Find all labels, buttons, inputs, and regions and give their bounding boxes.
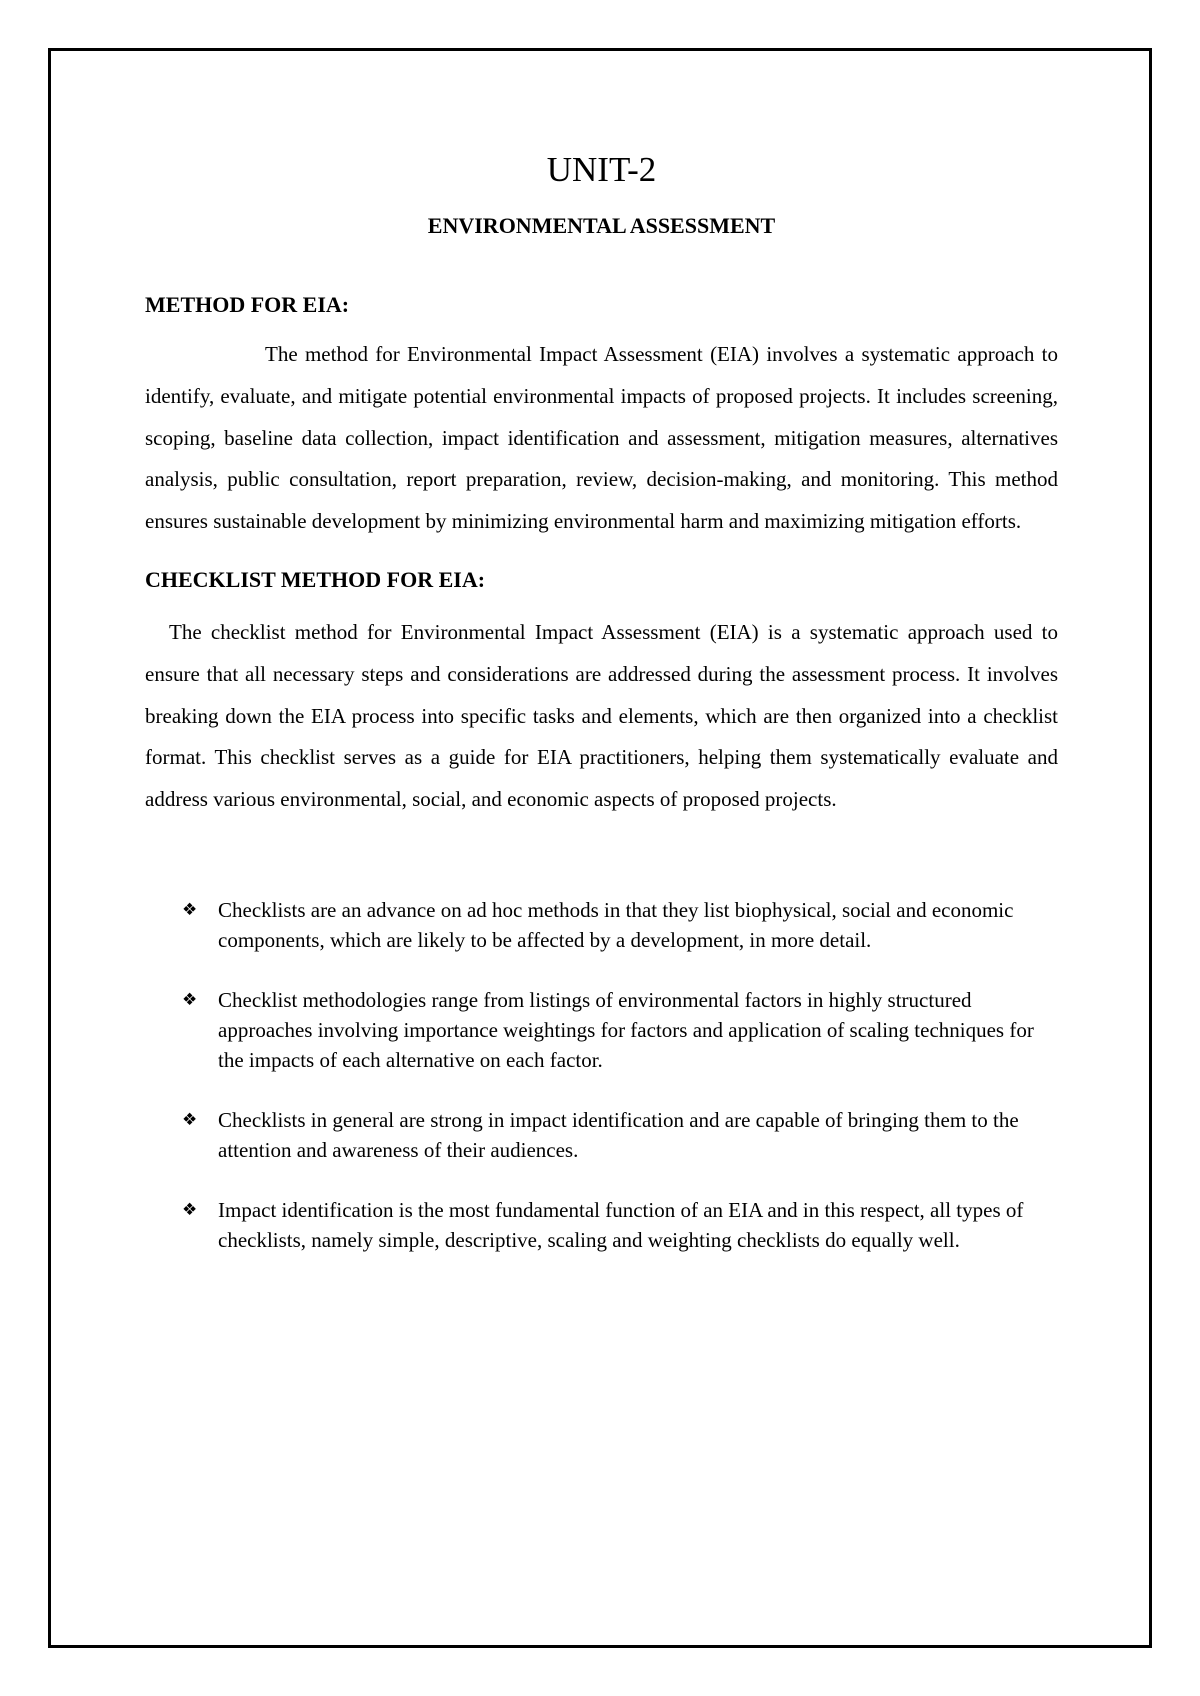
list-item	[145, 985, 1058, 1075]
list-item-text: Checklists are an advance on ad hoc methods in that they list biophysical, social and economic components, which are likely to be affected by a development, in more detail.	[218, 897, 1014, 952]
four-diamond-bullet-icon: ❖	[182, 989, 198, 1010]
list-item	[145, 895, 1058, 955]
four-diamond-bullet-icon: ❖	[182, 1109, 198, 1130]
list-item	[145, 1195, 1058, 1255]
unit-title: UNIT-2	[546, 150, 657, 189]
document-content	[145, 150, 1058, 1285]
section-body-method: The method for Environmental Impact Assessment (EIA) involves a systematic approach to identify, evaluate, and mitigate potential environmental impacts of proposed projects. It includes screening, scoping, baseline data collection, impact identification and assessment, mitigation measures, alternatives analysis, public consultation, report preparation, review, decision-making, and monitoring. This method ensures sustainable development by minimizing environmental harm and maximizing mitigation efforts.	[145, 342, 1058, 534]
list-item-text: Impact identification is the most fundamental function of an EIA and in this respect, all types of checklists, namely simple, descriptive, scaling and weighting checklists do equally well.	[218, 1197, 1024, 1252]
section-heading-checklist: CHECKLIST METHOD FOR EIA:	[145, 566, 486, 592]
section-heading-method: METHOD FOR EIA:	[145, 292, 350, 317]
list-item-text: Checklists in general are strong in impact identification and are capable of bringing them to the attention and awareness of their audiences.	[218, 1107, 1019, 1162]
list-item	[145, 1105, 1058, 1165]
checklist-bullet-list	[145, 895, 1058, 1255]
section-body-checklist: The checklist method for Environmental Impact Assessment (EIA) is a systematic approach used to ensure that all necessary steps and considerations are addressed during the assessment process. It involves breaking down the EIA process into specific tasks and elements, which are then organized into a checklist format. This checklist serves as a guide for EIA practitioners, helping them systematically evaluate and address various environmental, social, and economic aspects of proposed projects.	[145, 619, 1058, 812]
list-item-text: Checklist methodologies range from listings of environmental factors in highly structured approaches involving importance weightings for factors and application of scaling techniques for the impacts of each alternative on each factor.	[218, 987, 1034, 1072]
unit-subtitle: ENVIRONMENTAL ASSESSMENT	[427, 213, 776, 238]
four-diamond-bullet-icon: ❖	[182, 899, 198, 920]
four-diamond-bullet-icon: ❖	[182, 1199, 198, 1220]
